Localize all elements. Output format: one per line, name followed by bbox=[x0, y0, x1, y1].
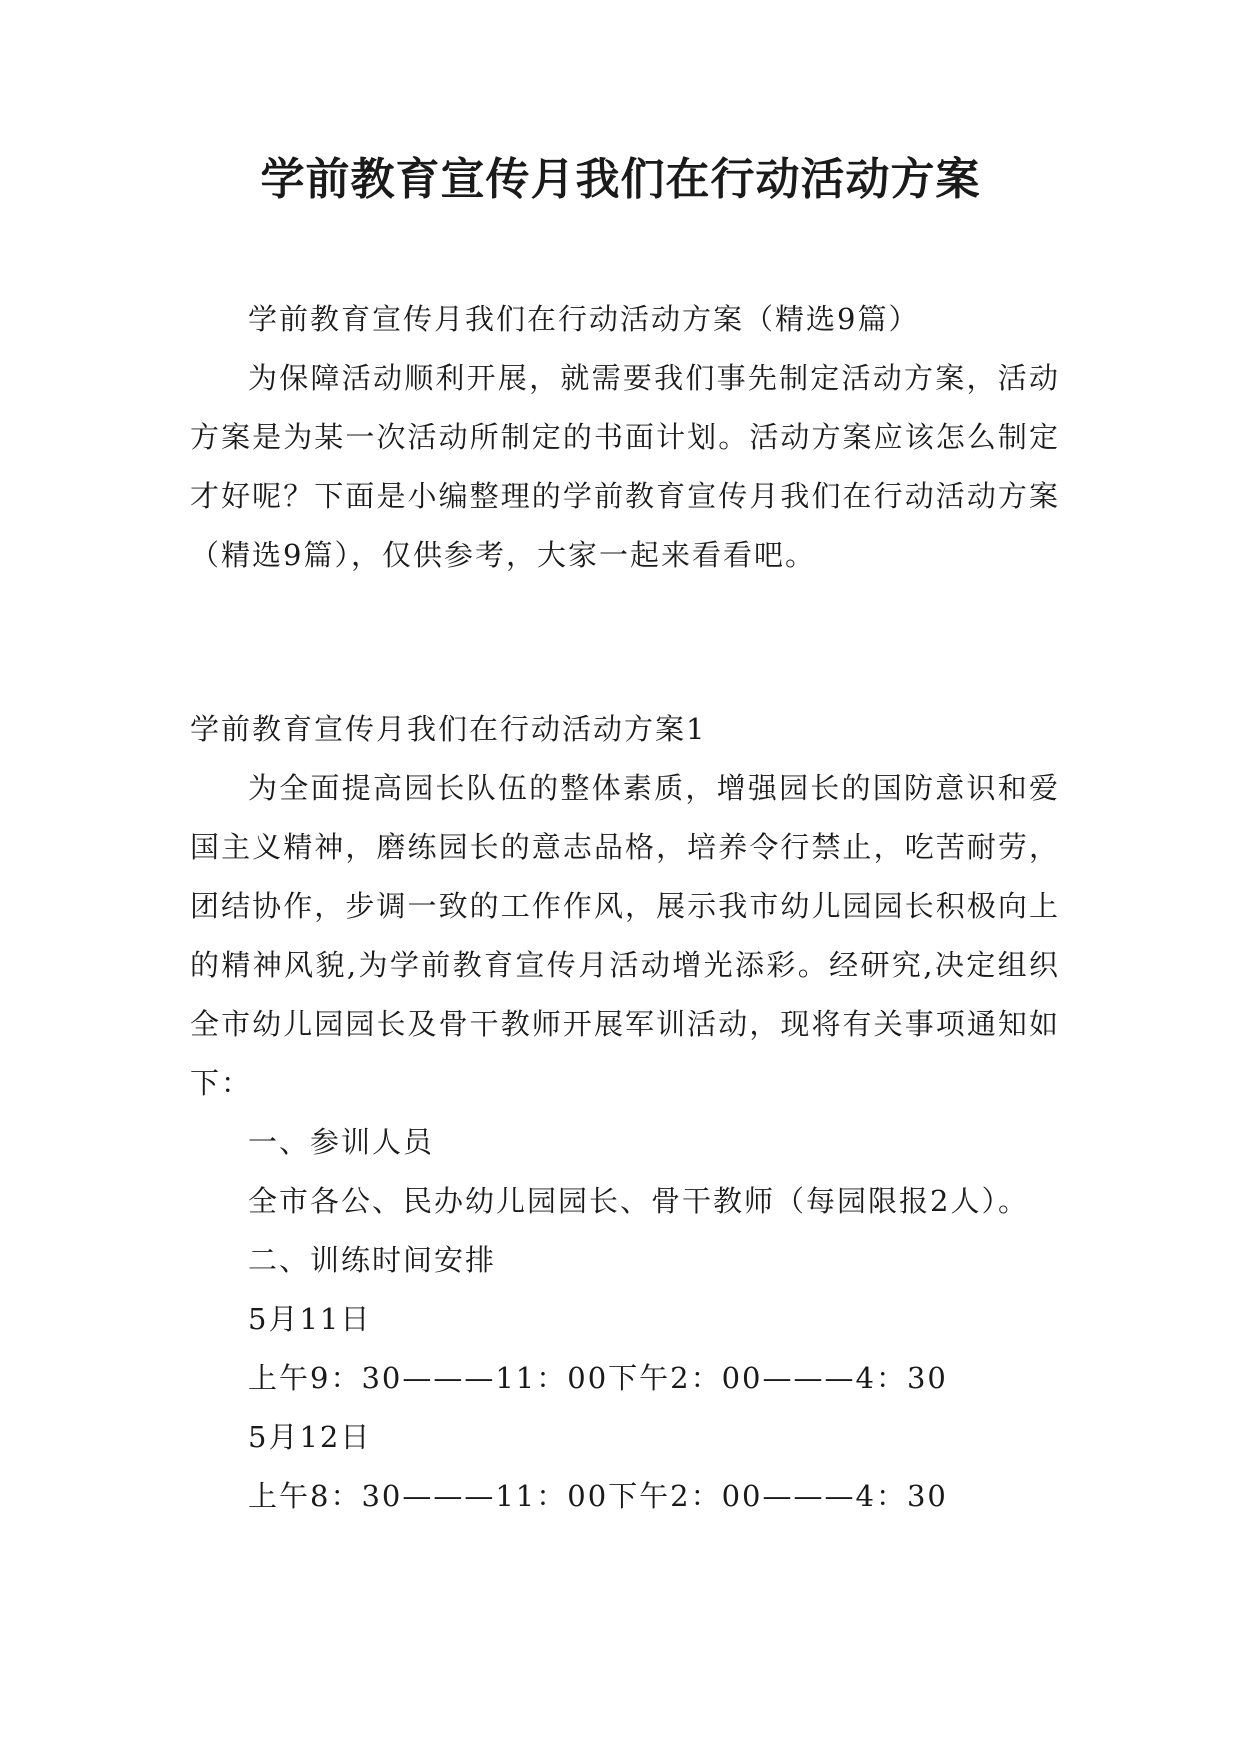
schedule-date-1: 5月11日 bbox=[248, 1302, 372, 1336]
schedule-time-2: 上午8：30———11：00下午2：00———4：30 bbox=[248, 1479, 948, 1513]
section-heading: 学前教育宣传月我们在行动活动方案1 bbox=[190, 712, 707, 746]
schedule-time-1: 上午9：30———11：00下午2：00———4：30 bbox=[248, 1361, 948, 1395]
intro-subtitle: 学前教育宣传月我们在行动活动方案（精选9篇） bbox=[248, 302, 920, 336]
participants-heading: 一、参训人员 bbox=[248, 1125, 435, 1159]
schedule-date-2: 5月12日 bbox=[248, 1420, 372, 1454]
participants-text: 全市各公、民办幼儿园园长、骨干教师（每园限报2人）。 bbox=[248, 1184, 1029, 1218]
schedule-heading: 二、训练时间安排 bbox=[248, 1243, 497, 1277]
intro-block bbox=[190, 290, 1060, 585]
document-title: 学前教育宣传月我们在行动活动方案 bbox=[260, 154, 981, 205]
section-1 bbox=[190, 700, 1060, 1526]
section-paragraph: 为全面提高园长队伍的整体素质，增强园长的国防意识和爱国主义精神，磨练园长的意志品格，培养令行禁止，吃苦耐劳，团结协作，步调一致的工作作风，展示我市幼儿园园长积极向上的精神风貌,为学前教育宣传月活动增光添彩。经研究,决定组织全市幼儿园园长及骨干教师开展军训活动，现将有关事项通知如下： bbox=[190, 771, 1060, 1100]
intro-paragraph: 为保障活动顺利开展，就需要我们事先制定活动方案，活动方案是为某一次活动所制定的书面计划。活动方案应该怎么制定才好呢？下面是小编整理的学前教育宣传月我们在行动活动方案（精选9篇），仅供参考，大家一起来看看吧。 bbox=[190, 361, 1060, 572]
